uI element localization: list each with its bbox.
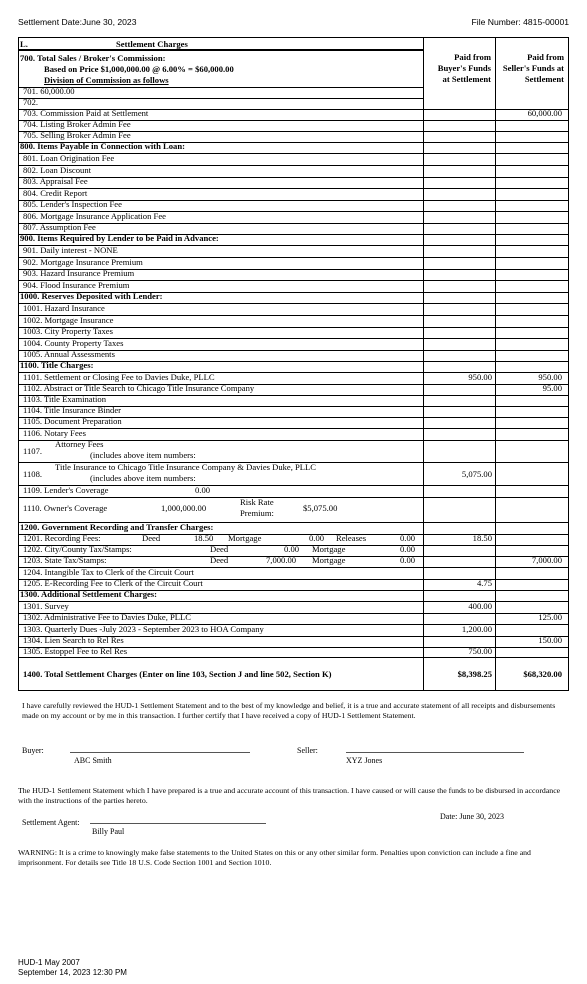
line-item: 902. Mortgage Insurance Premium (23, 256, 143, 267)
line-704: 704. Listing Broker Admin Fee (23, 119, 131, 129)
line-1108-sub: (includes above item numbers: (90, 473, 196, 483)
line-1203-deed: Deed (210, 555, 229, 565)
agent-name: Billy Paul (92, 827, 125, 836)
section-900-title: 900. Items Required by Lender to be Paid in Advance: (20, 233, 219, 243)
line-1202-deed: Deed (210, 544, 229, 554)
line-1203-mortgage: Mortgage (312, 555, 346, 565)
line-item: 802. Loan Discount (23, 164, 92, 175)
line-1201-mortgage-amount: 0.00 (309, 533, 325, 543)
line-item: 1005. Annual Assessments (23, 349, 115, 359)
line-1301: 1301. Survey (23, 601, 69, 611)
line-1204: 1204. Intangible Tax to Clerk of the Circuit Court (23, 567, 194, 577)
line-1110-premium: $5,075.00 (303, 503, 338, 513)
agent-label: Settlement Agent: (22, 818, 80, 827)
section-letter: L. (20, 39, 28, 49)
line-1110-amount: 1,000,000.00 (161, 503, 207, 513)
line-item: 904. Flood Insurance Premium (23, 279, 130, 290)
line-item: 1001. Hazard Insurance (23, 303, 105, 313)
section-1300-title: 1300. Additional Settlement Charges: (20, 589, 158, 599)
agent-signature-line (90, 823, 266, 824)
line-701: 701. 60,000.00 (23, 86, 75, 96)
col-seller-header: Paid from Seller's Funds at Settlement (502, 52, 564, 84)
line-item: 807. Assumption Fee (23, 222, 96, 232)
line-1104: 1104. Title Insurance Binder (23, 405, 122, 415)
line-1106: 1106. Notary Fees (23, 428, 86, 438)
buyer-name: ABC Smith (74, 756, 112, 765)
line-1305: 1305. Estoppel Fee to Rel Res (23, 646, 128, 656)
line-1201: 1201. Recording Fees: (23, 533, 101, 543)
seller-label: Seller: (297, 746, 318, 755)
seller-name: XYZ Jones (346, 756, 383, 765)
section-1100-title: 1100. Title Charges: (20, 360, 94, 370)
line-1203: 1203. State Tax/Stamps: (23, 555, 107, 565)
total-buyer: $8,398.25 (457, 669, 492, 679)
line-1108-text: Title Insurance to Chicago Title Insurance Company & Davies Duke, PLLC (55, 462, 317, 472)
line-703: 703. Commission Paid at Settlement (23, 108, 149, 118)
line-1105: 1105. Document Preparation (23, 416, 122, 426)
line-1101-buyer: 950.00 (468, 372, 492, 382)
line-1110-risk-rate: Risk Rate (240, 497, 274, 507)
line-1202: 1202. City/County Tax/Stamps: (23, 544, 132, 554)
line-1203-deed-amount: 7,000.00 (266, 555, 297, 565)
certification-text: I have carefully reviewed the HUD-1 Settlement Statement and to the best of my knowledge and belief, it is a true and accurate statement of all receipts and disbursements made on my account or by me in this transaction. I further certify that I have received a copy of HUD-1 Settlement Statement. (22, 701, 556, 720)
line-item: 901. Daily interest - NONE (23, 245, 118, 255)
line-1304-seller: 150.00 (538, 635, 562, 645)
line-1110-premium-label: Premium: (240, 508, 274, 518)
col-buyer-header: Paid from Buyer's Funds at Settlement (437, 52, 491, 84)
agent-text: The HUD-1 Settlement Statement which I have prepared is a true and accurate account of this transaction. I have caused or will cause the funds to be disbursed in accordance with the instructions of the parties hereto. (18, 786, 561, 805)
line-item: 1004. County Property Taxes (23, 337, 124, 348)
line-1202-col: 0.00 (400, 544, 416, 554)
line-1109-amount: 0.00 (195, 485, 211, 495)
line-1108-buyer: 5,075.00 (461, 469, 492, 479)
line-1302-seller: 125.00 (538, 612, 562, 622)
line-1303-buyer: 1,200.00 (461, 624, 492, 634)
line-1201-releases-amount: 0.00 (400, 533, 416, 543)
settlement-charges-table (18, 37, 569, 691)
line-1304: 1304. Lien Search to Rel Res (23, 635, 124, 645)
line-1302: 1302. Administrative Fee to Davies Duke, PLLC (23, 612, 192, 622)
line-1202-mortgage-amount: 0.00 (284, 544, 300, 554)
line-1110: 1110. Owner's Coverage (23, 503, 108, 513)
line-1202-mortgage: Mortgage (312, 544, 346, 554)
table-title: Settlement Charges (116, 39, 188, 49)
line-1301-buyer: 400.00 (468, 601, 492, 611)
file-number: File Number: 4815-00001 (471, 17, 569, 27)
line-1303: 1303. Quarterly Dues -July 2023 - September 2023 to HOA Company (23, 624, 264, 634)
line-item: 903. Hazard Insurance Premium (23, 268, 135, 278)
line-1107-text: Attorney Fees (55, 439, 104, 449)
line-1203-seller: 7,000.00 (531, 555, 562, 565)
line-item: 804. Credit Report (23, 187, 88, 198)
section-700-title: 700. Total Sales / Broker's Commission: (20, 53, 166, 63)
line-1102-seller: 95.00 (542, 383, 562, 393)
line-1101: 1101. Settlement or Closing Fee to Davies Duke, PLLC (23, 372, 215, 382)
line-1108-number: 1108. (23, 469, 43, 479)
commission-division: Division of Commission as follows (44, 75, 169, 85)
section-1200-title: 1200. Government Recording and Transfer Charges: (20, 522, 214, 532)
warning-text: WARNING: It is a crime to knowingly make false statements to the United States on this or any other similar form. Penalties upon conviction can include a fine and imprisonment. For details see Title 18 U.S. Code Section 1001 and Section 1010. (18, 848, 531, 867)
line-item: 806. Mortgage Insurance Application Fee (23, 210, 166, 221)
line-703-seller: 60,000.00 (527, 108, 562, 118)
line-1201-releases: Releases (336, 533, 367, 543)
settlement-date: Settlement Date:June 30, 2023 (18, 17, 137, 27)
line-1201-buyer: 18.50 (472, 533, 492, 543)
line-item: 805. Lender's Inspection Fee (23, 199, 122, 209)
line-1305-buyer: 750.00 (468, 646, 492, 656)
line-1201-deed-amount: 18.50 (194, 533, 214, 543)
line-1103: 1103. Title Examination (23, 394, 106, 404)
line-702: 702. (23, 97, 39, 107)
commission-basis: Based on Price $1,000,000.00 @ 6.00% = $60,000.00 (44, 64, 234, 74)
line-1107-number: 1107. (23, 446, 43, 456)
line-705: 705. Selling Broker Admin Fee (23, 130, 131, 140)
line-1201-deed: Deed (142, 533, 161, 543)
form-version: HUD-1 May 2007 (18, 958, 80, 967)
section-1400-title: 1400. Total Settlement Charges (Enter on line 103, Section J and line 502, Section K) (23, 669, 332, 679)
section-1000-title: 1000. Reserves Deposited with Lender: (20, 291, 163, 301)
line-1205: 1205. E-Recording Fee to Clerk of the Circuit Court (23, 578, 203, 588)
line-item: 1003. City Property Taxes (23, 326, 113, 336)
total-seller: $68,320.00 (523, 669, 562, 679)
line-item: 803. Appraisal Fee (23, 176, 88, 186)
line-1109: 1109. Lender's Coverage (23, 485, 109, 495)
line-item: 801. Loan Origination Fee (23, 153, 115, 163)
line-1201-mortgage: Mortgage (228, 533, 262, 543)
line-1203-col: 0.00 (400, 555, 416, 565)
section-800-title: 800. Items Payable in Connection with Loan: (20, 141, 185, 151)
print-timestamp: September 14, 2023 12:30 PM (18, 968, 127, 977)
buyer-label: Buyer: (22, 746, 44, 755)
buyer-signature-line (70, 752, 250, 753)
agent-date: Date: June 30, 2023 (440, 812, 504, 821)
line-1107-sub: (includes above item numbers: (90, 450, 196, 460)
line-1102: 1102. Abstract or Title Search to Chicago Title Insurance Company (23, 383, 255, 393)
line-1205-buyer: 4.75 (476, 578, 492, 588)
line-item: 1002. Mortgage Insurance (23, 314, 114, 325)
line-1101-seller: 950.00 (538, 372, 562, 382)
seller-signature-line (346, 752, 524, 753)
